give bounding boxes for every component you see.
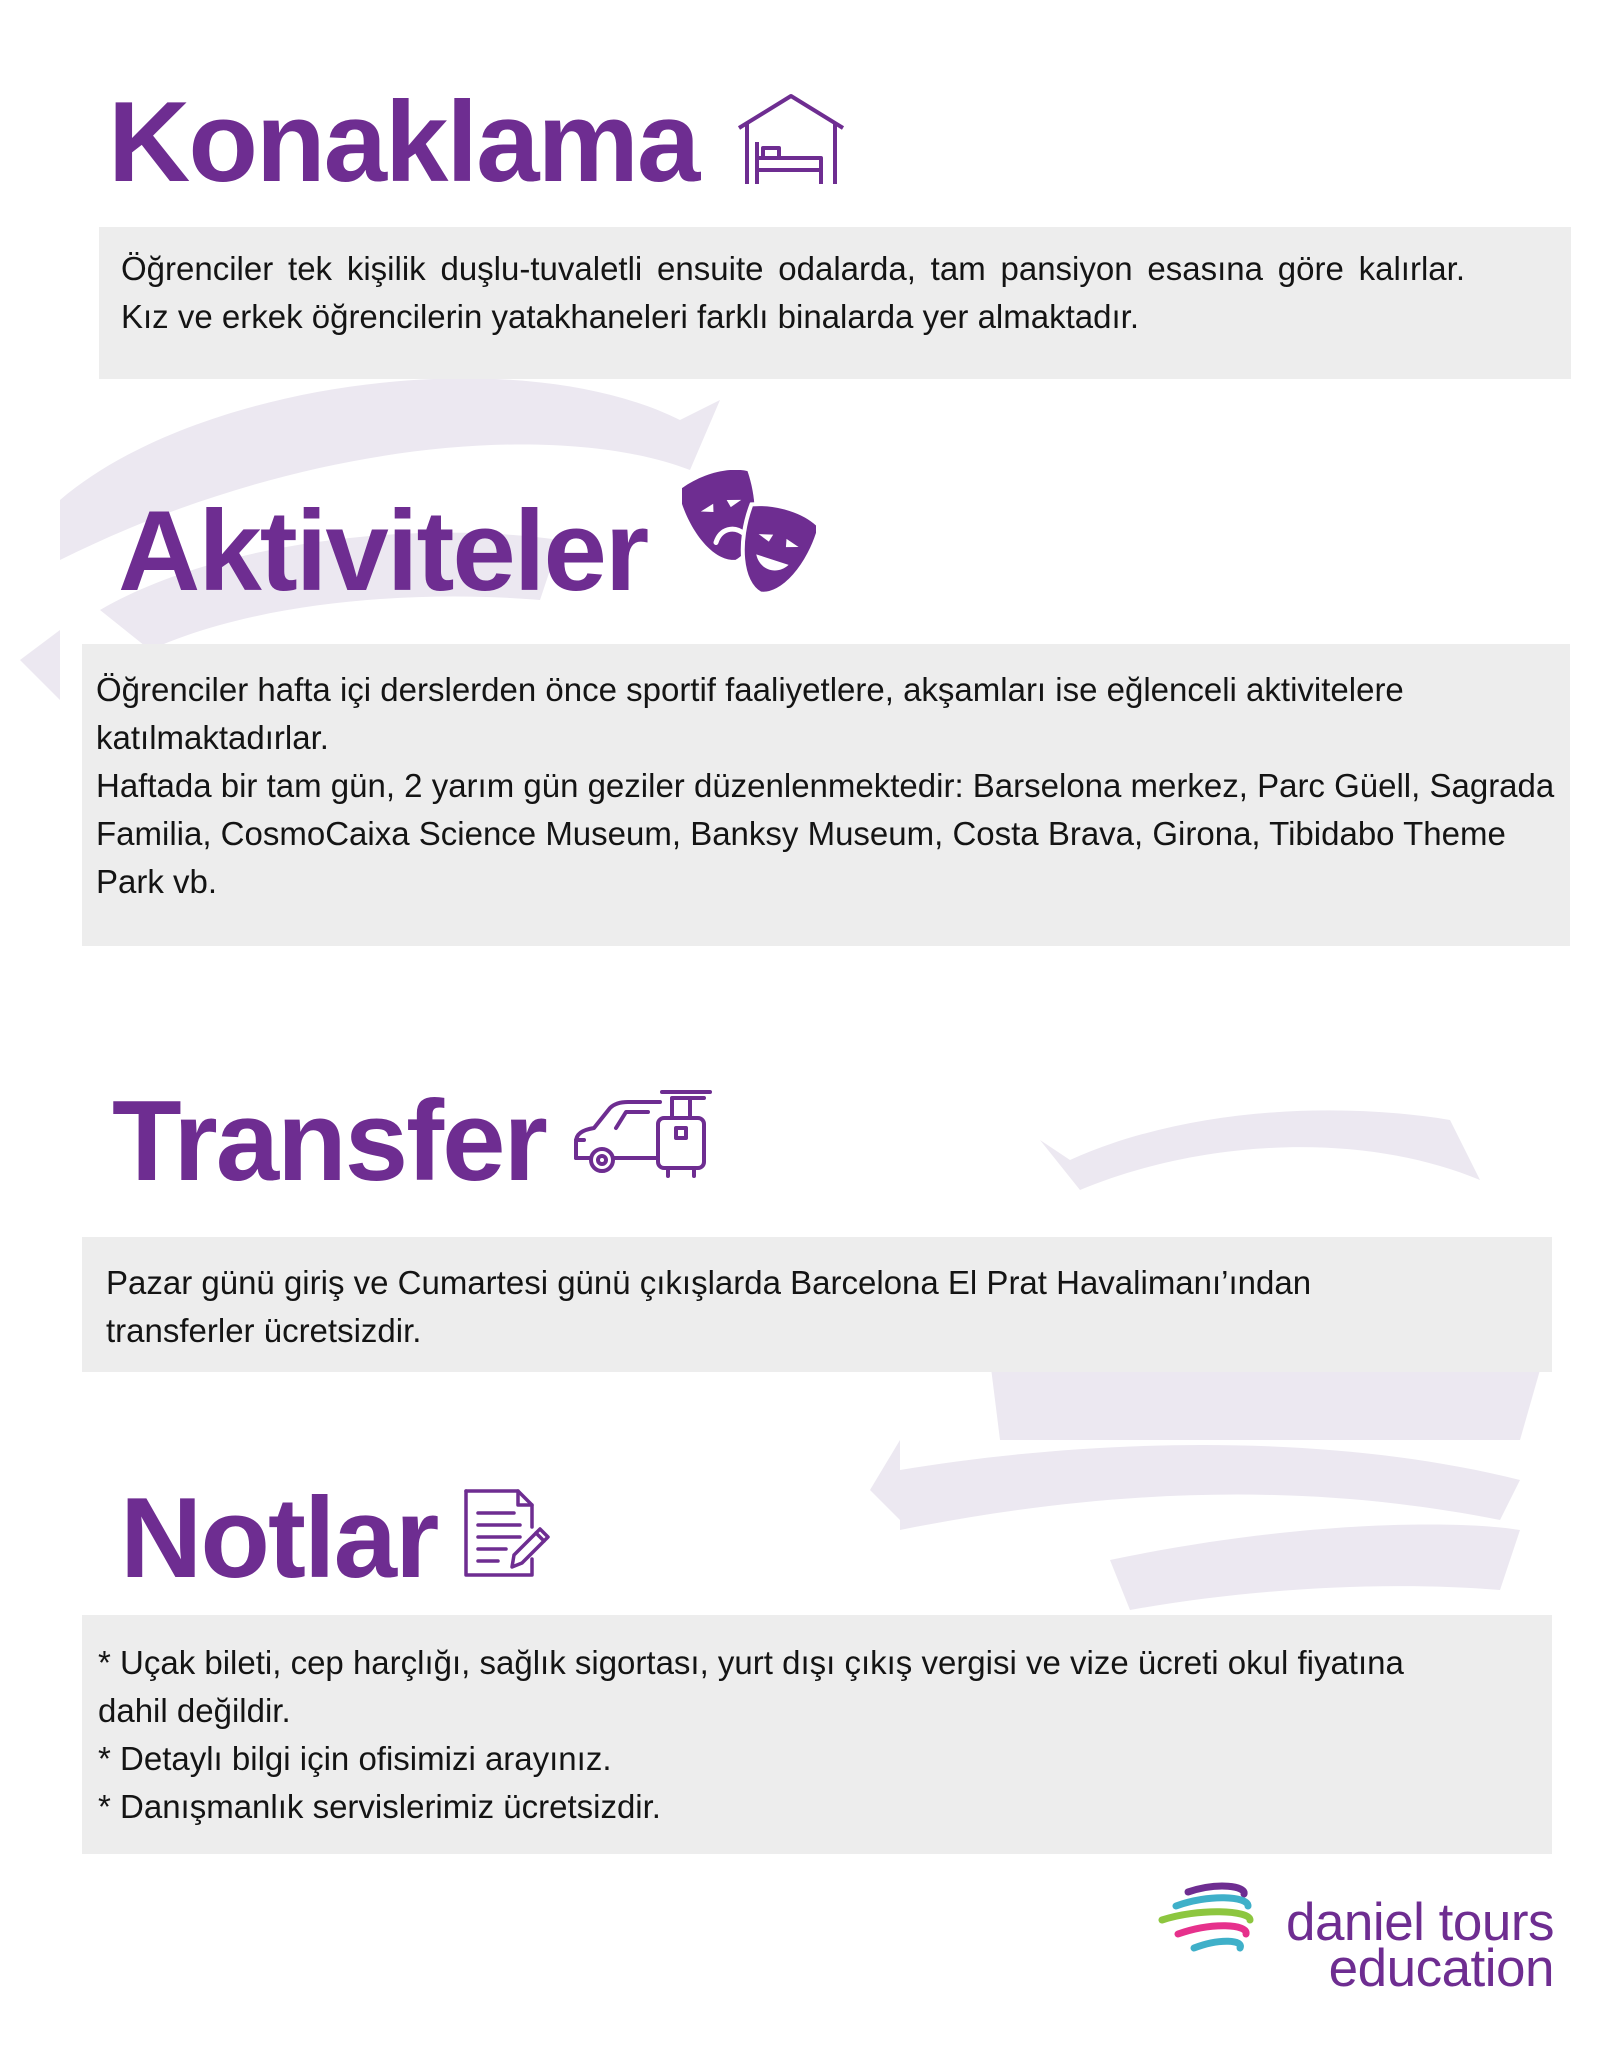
section-title-aktiviteler: Aktiviteler [118, 488, 648, 615]
car-luggage-icon [572, 1088, 714, 1180]
notlar-line-2: * Detaylı bilgi için ofisimizi arayınız. [98, 1740, 612, 1777]
brand-line-1: daniel tours [1285, 1893, 1554, 1952]
brand-wordmark [1180, 1893, 1554, 1998]
notlar-line-1: * Uçak bileti, cep harçlığı, sağlık sigortası, yurt dışı çıkış vergisi ve vize ücreti okul fiyatına dahil değildir. [98, 1644, 1404, 1729]
bed-house-icon [735, 92, 847, 188]
section-title-konaklama: Konaklama [108, 79, 699, 206]
notlar-box [82, 1615, 1552, 1854]
aktiviteler-paragraph-1: Öğrenciler hafta içi derslerden önce sportif faaliyetlere, akşamları ise eğlenceli aktivitelere katılmaktadırlar. [96, 671, 1404, 756]
theater-masks-icon [682, 470, 816, 602]
konaklama-description: Öğrenciler tek kişilik duşlu-tuvaletli ensuite odalarda, tam pansiyon esasına göre kalırlar. Kız ve erkek öğrencilerin yatakhaneleri farklı binalarda yer almaktadır. [121, 250, 1465, 335]
aktiviteler-paragraph-2: Haftada bir tam gün, 2 yarım gün geziler düzenlenmektedir: Barselona merkez, Parc Güell, Sagrada Familia, CosmoCaixa Science Museum, Banksy Museum, Costa Brava, Girona, Tibidabo Theme Park vb. [96, 767, 1555, 900]
notlar-line-3: * Danışmanlık servislerimiz ücretsizdir. [98, 1788, 661, 1825]
section-title-transfer: Transfer [112, 1078, 546, 1205]
aktiviteler-description-box [82, 644, 1570, 946]
transfer-description: Pazar günü giriş ve Cumartesi günü çıkışlarda Barcelona El Prat Havalimanı’ından transferler ücretsizdir. [106, 1264, 1312, 1349]
document-pen-icon [462, 1487, 552, 1579]
transfer-description-box [82, 1237, 1552, 1372]
section-title-notlar: Notlar [120, 1475, 438, 1602]
brand-line-2: education [1328, 1939, 1554, 1998]
konaklama-description-box [99, 227, 1571, 379]
